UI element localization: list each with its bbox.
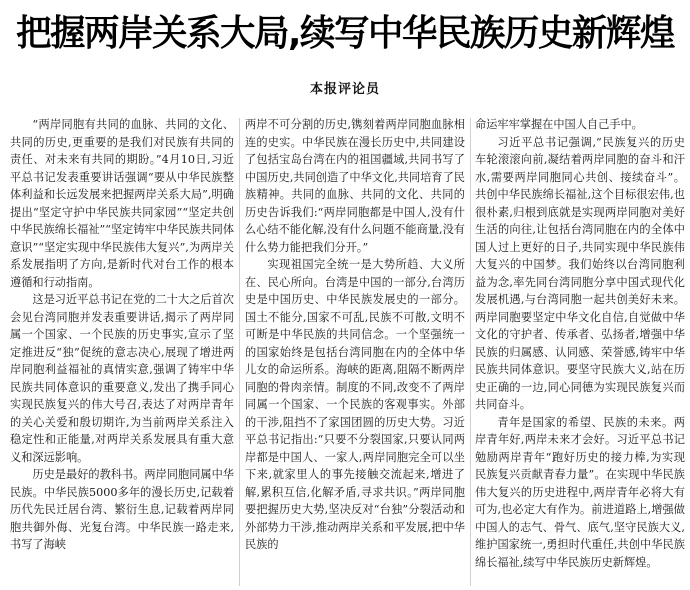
paragraph: “两岸同胞有共同的血脉、共同的文化、共同的历史,更重要的是我们对民族有共同的责任、对未来有共同的期盼。”4月10日,习近平总书记发表重要讲话强调“要从中华民族整体利益和长远发展来把握两岸关系大局”,明确提出“坚定守护中华民族共同家园”“坚定共创中华民族绵长福祉”“坚定铸牢中华民族共同体意识”“坚定实现中华民族伟大复兴”,为两岸关系发展指明了方向,是新时代对台工作的根本遵循和行动指南。	[10, 118, 234, 289]
paragraph: 习近平总书记强调,“民族复兴的历史车轮滚滚向前,凝结着两岸同胞的奋斗和汗水,需要两岸同胞同心共创、接续奋斗”。共创中华民族绵长福祉,这个目标很宏伟,也很朴素,归根到底就是实现两岸同胞对美好生活的向往,让包括台湾同胞在内的全体中国人过上更好的日子,共同实现中华民族伟大复兴的中国梦。我们始终以台湾同胞利益为念,率先同台湾同胞分享中国式现代化发展机遇,与台湾同胞一起共创美好未来。两岸同胞要坚定中华文化自信,自觉做中华文化的守护者、传承者、弘扬者,增强中华民族的归属感、认同感、荣誉感,铸牢中华民族共同体意识。要坚守民族大义,站在历史正确的一边,同心同德为实现民族复兴而共同奋斗。	[475, 135, 685, 411]
article-column-3	[475, 116, 685, 590]
column-divider	[470, 118, 471, 586]
paragraph: 这是习近平总书记在党的二十大之后首次会见台湾同胞并发表重要讲话,揭示了两岸同属一个国家、一个民族的历史事实,宣示了坚定推进反“独”促统的意志决心,展现了增进两岸同胞利益福祉的真情实意,强调了铸牢中华民族共同体意识的重要意义,发出了携手同心实现民族复兴的伟大号召,表达了对两岸青年的关心关爱和殷切期许,为当前两岸关系注入稳定性和正能量,对两岸关系发展具有重大意义和深远影响。	[10, 293, 234, 464]
paragraph: 实现祖国完全统一是大势所趋、大义所在、民心所向。台湾是中国的一部分,台湾历史是中国历史、中华民族发展史的一部分。国土不能分,国家不可乱,民族不可散,文明不可断是中华民族的共同信念。一个坚强统一的国家始终是包括台湾同胞在内的全体中华儿女的命运所系。海峡的距离,阻隔不断两岸同胞的骨肉亲情。制度的不同,改变不了两岸同属一个国家、一个民族的客观事实。外部的干涉,阻挡不了家国团圆的历史大势。习近平总书记指出:“只要不分裂国家,只要认同两岸都是中国人、一家人,两岸同胞完全可以坐下来,就家里人的事先接触交流起来,增进了解,累积互信,化解矛盾,寻求共识。”两岸同胞要把握历史大势,坚决反对“台独”分裂活动和外部势力干涉,推动两岸关系和平发展,把中华民族的	[245, 258, 465, 551]
article-column-2	[245, 116, 465, 590]
paragraph: 青年是国家的希望、民族的未来。两岸青年好,两岸未来才会好。习近平总书记勉励两岸青年“跑好历史的接力棒,为实现民族复兴贡献青春力量”。在实现中华民族伟大复兴的历史进程中,两岸青年必将大有可为,也必定大有作为。前进道路上,增强做中国人的志气、骨气、底气,坚守民族大义,维护国家统一,勇担时代重任,共创中华民族绵长福祉,续写中华民族历史新辉煌。	[475, 415, 685, 569]
byline: 本报评论员	[309, 82, 380, 97]
paragraph: 两岸不可分割的历史,镌刻着两岸同胞血脉相连的史实。中华民族在漫长历史中,共同建设了包括宝岛台湾在内的祖国疆域,共同书写了中国历史,共同创造了中华文化,共同培育了民族精神。共同的血脉、共同的文化、共同的历史告诉我们:“两岸同胞都是中国人,没有什么心结不能化解,没有什么问题不能商量,没有什么势力能把我们分开。”	[245, 118, 465, 254]
headline: 把握两岸关系大局,续写中华民族历史新辉煌	[16, 13, 674, 54]
paragraph: 命运牢牢掌握在中国人自己手中。	[475, 118, 643, 131]
column-divider	[239, 118, 240, 586]
article-column-1	[10, 116, 234, 590]
paragraph: 历史是最好的教科书。两岸同胞同属中华民族。中华民族5000多年的漫长历史,记载着历代先民迁居台湾、繁衍生息,记载着两岸同胞共御外侮、光复台湾。中华民族一路走来,书写了海峡	[10, 468, 234, 551]
